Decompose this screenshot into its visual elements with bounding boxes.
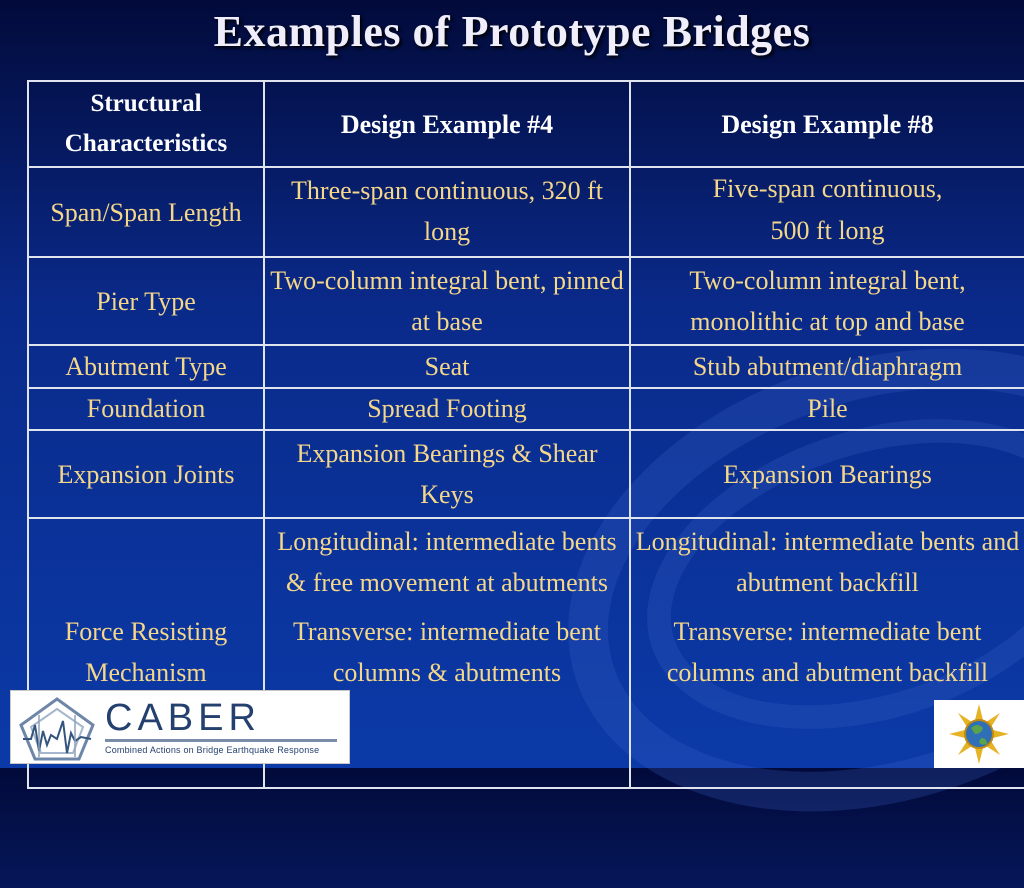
table-row bbox=[28, 257, 1024, 345]
globe-logo bbox=[934, 700, 1024, 768]
table-cell bbox=[264, 430, 630, 518]
cell-text: Two-column integral bent, pinned at base bbox=[270, 266, 624, 336]
column-header-example-8: Design Example #8 bbox=[630, 81, 1024, 167]
row-label: Foundation bbox=[28, 388, 264, 430]
table-cell bbox=[630, 257, 1024, 345]
cell-text: Pile bbox=[807, 394, 848, 423]
cell-text: Longitudinal: intermediate bents and abutment backfill bbox=[635, 527, 1020, 597]
caber-subtitle: Combined Actions on Bridge Earthquake Response bbox=[105, 745, 320, 755]
cell-text: 500 ft long bbox=[770, 216, 885, 245]
row-label: Pier Type bbox=[28, 257, 264, 345]
caber-logo bbox=[10, 690, 350, 764]
column-header-characteristics: Structural Characteristics bbox=[28, 81, 264, 167]
cell-text: Transverse: intermediate bent columns & abutments bbox=[292, 617, 602, 687]
globe-sun-icon bbox=[934, 700, 1024, 768]
table-row bbox=[28, 430, 1024, 518]
cell-text: Two-column integral bent, monolithic at top and base bbox=[689, 266, 966, 336]
row-label: Abutment Type bbox=[28, 345, 264, 388]
table-cell bbox=[630, 430, 1024, 518]
column-header-example-4: Design Example #4 bbox=[264, 81, 630, 167]
cell-text: Expansion Bearings & Shear Keys bbox=[296, 439, 598, 509]
table-row bbox=[28, 345, 1024, 388]
cell-text: Longitudinal: intermediate bents & free movement at abutments bbox=[277, 527, 617, 597]
cell-text: Spread Footing bbox=[367, 394, 527, 423]
cell-text: Expansion Bearings bbox=[723, 459, 932, 489]
cell-text: Five-span continuous, bbox=[712, 174, 943, 203]
caber-wordmark: CABER bbox=[105, 697, 261, 739]
table-cell bbox=[630, 388, 1024, 430]
row-label: Span/Span Length bbox=[28, 167, 264, 257]
cell-text: Seat bbox=[424, 351, 470, 381]
row-label: Force Resisting Mechanism bbox=[28, 518, 264, 788]
cell-text: Three-span continuous, 320 ft long bbox=[291, 176, 603, 246]
table-cell bbox=[264, 167, 630, 257]
row-label: Expansion Joints bbox=[28, 430, 264, 518]
cell-text: Transverse: intermediate bent columns and abutment backfill bbox=[666, 617, 989, 687]
table-cell bbox=[264, 388, 630, 430]
bridge-comparison-table bbox=[27, 80, 1024, 789]
cell-text: Stub abutment/diaphragm bbox=[692, 351, 963, 381]
slide-title: Examples of Prototype Bridges bbox=[213, 7, 811, 56]
logo-divider bbox=[105, 739, 337, 742]
pentagon-seismograph-icon bbox=[17, 695, 97, 761]
table-cell bbox=[264, 345, 630, 388]
table-header-row bbox=[28, 81, 1024, 167]
table-row bbox=[28, 167, 1024, 257]
table-cell bbox=[630, 167, 1024, 257]
table-cell bbox=[630, 345, 1024, 388]
table-row bbox=[28, 388, 1024, 430]
table-cell bbox=[264, 257, 630, 345]
